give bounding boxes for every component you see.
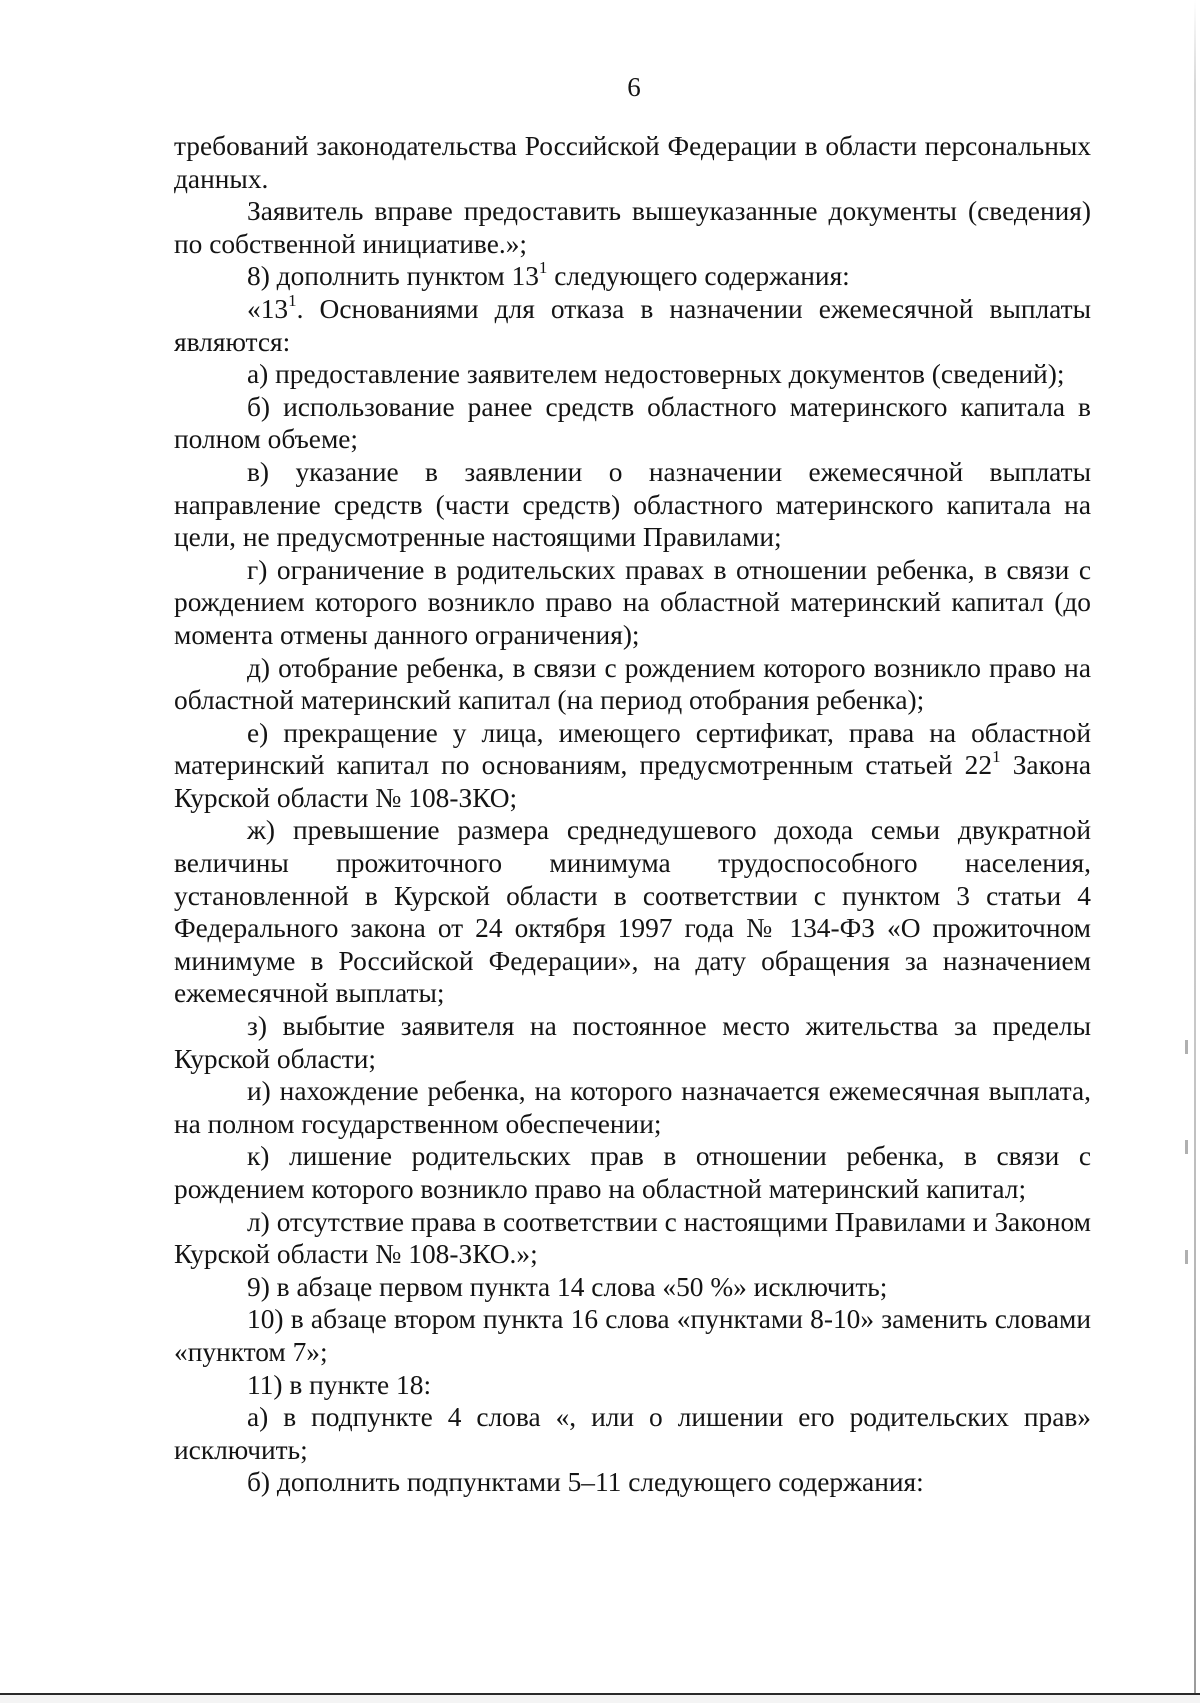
paragraph-text: ж) превышение размера среднедушевого дохода семьи двукратной величины прожиточного минимума трудоспособного населения, установленной в Курской области в соответствии с пунктом 3 статьи 4 Федерального закона от 24 октября 1997 года № 134-ФЗ «О прожиточном минимуме в Российской Федерации», на дату обращения за назначением ежемесячной выплаты; — [174, 815, 1091, 1009]
document-body — [174, 130, 1091, 1499]
paragraph-text: б) дополнить подпунктами 5–11 следующего содержания: — [247, 1467, 924, 1498]
paragraph-text: Закона Курской области № 108-ЗКО; — [174, 750, 1092, 813]
list-item — [174, 1140, 1091, 1205]
superscript: 1 — [992, 747, 1001, 767]
superscript: 1 — [538, 258, 548, 278]
list-item — [174, 717, 1091, 815]
paragraph — [174, 195, 1091, 260]
scan-artifact — [1185, 1250, 1188, 1264]
scan-artifact — [1185, 1140, 1188, 1154]
amendment-item — [174, 1303, 1091, 1368]
paragraph-continuation — [174, 130, 1091, 195]
paragraph-text: и) нахождение ребенка, на которого назначается ежемесячная выплата, на полном государственном обеспечении; — [174, 1076, 1091, 1139]
paragraph-text: б) использование ранее средств областного материнского капитала в полном объеме; — [174, 391, 1091, 455]
paragraph-text: Заявитель вправе предоставить вышеуказанные документы (сведения) по собственной инициативе.»; — [174, 196, 1091, 259]
list-item — [174, 358, 1091, 391]
list-item — [174, 391, 1091, 456]
paragraph-text: а) предоставление заявителем недостоверных документов (сведений); — [247, 359, 1065, 390]
paragraph-text: г) ограничение в родительских правах в отношении ребенка, в связи с рождением которого возникло право на областной материнский капитал (до момента отмены данного ограничения); — [174, 554, 1091, 650]
amendment-item — [174, 1369, 1091, 1402]
list-item — [174, 652, 1091, 717]
paragraph-text: 9) в абзаце первом пункта 14 слова «50 %» исключить; — [247, 1271, 888, 1302]
paragraph-text: л) отсутствие права в соответствии с настоящими Правилами и Законом Курской области № 108-ЗКО.»; — [174, 1206, 1091, 1270]
paragraph-text: д) отобрание ребенка, в связи с рождением которого возникло право на областной материнский капитал (на период отобрания ребенка); — [174, 652, 1091, 716]
amendment-item — [174, 1271, 1091, 1304]
paragraph-text: . Основаниями для отказа в назначении ежемесячной выплаты являются: — [174, 293, 1091, 357]
paragraph-text: 11) в пункте 18: — [247, 1369, 432, 1400]
list-item — [174, 1206, 1091, 1271]
paragraph-text: е) прекращение у лица, имеющего сертификат, права на областной материнский капитал по основаниям, предусмотренным статьей 22 — [174, 717, 1091, 781]
scan-right-edge — [1194, 0, 1196, 1703]
paragraph-text: в) указание в заявлении о назначении ежемесячной выплаты направление средств (части средств) областного материнского капитала на цели, не предусмотренные настоящими Правилами; — [174, 456, 1091, 553]
list-item — [174, 814, 1091, 1010]
page-number: 6 — [627, 72, 641, 102]
superscript: 1 — [288, 290, 297, 310]
list-item — [174, 1010, 1091, 1075]
scan-bottom-edge — [0, 1693, 1200, 1703]
scan-artifact — [1185, 1040, 1188, 1054]
paragraph-text: следующего содержания: — [547, 261, 850, 292]
list-item — [174, 456, 1091, 554]
paragraph-text: к) лишение родительских прав в отношении ребенка, в связи с рождением которого возникло право на областной материнский капитал; — [174, 1141, 1091, 1204]
list-item — [174, 554, 1091, 652]
list-item — [174, 1466, 1091, 1499]
paragraph-text: требований законодательства Российской Федерации в области персональных данных. — [174, 131, 1091, 194]
list-item — [174, 1401, 1091, 1466]
paragraph — [174, 290, 1091, 358]
paragraph-text: а) в подпункте 4 слова «, или о лишении его родительских прав» исключить; — [174, 1402, 1091, 1465]
paragraph-text: 10) в абзаце втором пункта 16 слова «пунктами 8-10» заменить словами «пунктом 7»; — [174, 1304, 1091, 1367]
paragraph-text: «13 — [247, 293, 289, 324]
paragraph-text: 8) дополнить пунктом 13 — [247, 261, 539, 292]
paragraph — [174, 260, 1091, 293]
list-item — [174, 1075, 1091, 1140]
paragraph-text: з) выбытие заявителя на постоянное место жительства за пределы Курской области; — [174, 1011, 1091, 1074]
